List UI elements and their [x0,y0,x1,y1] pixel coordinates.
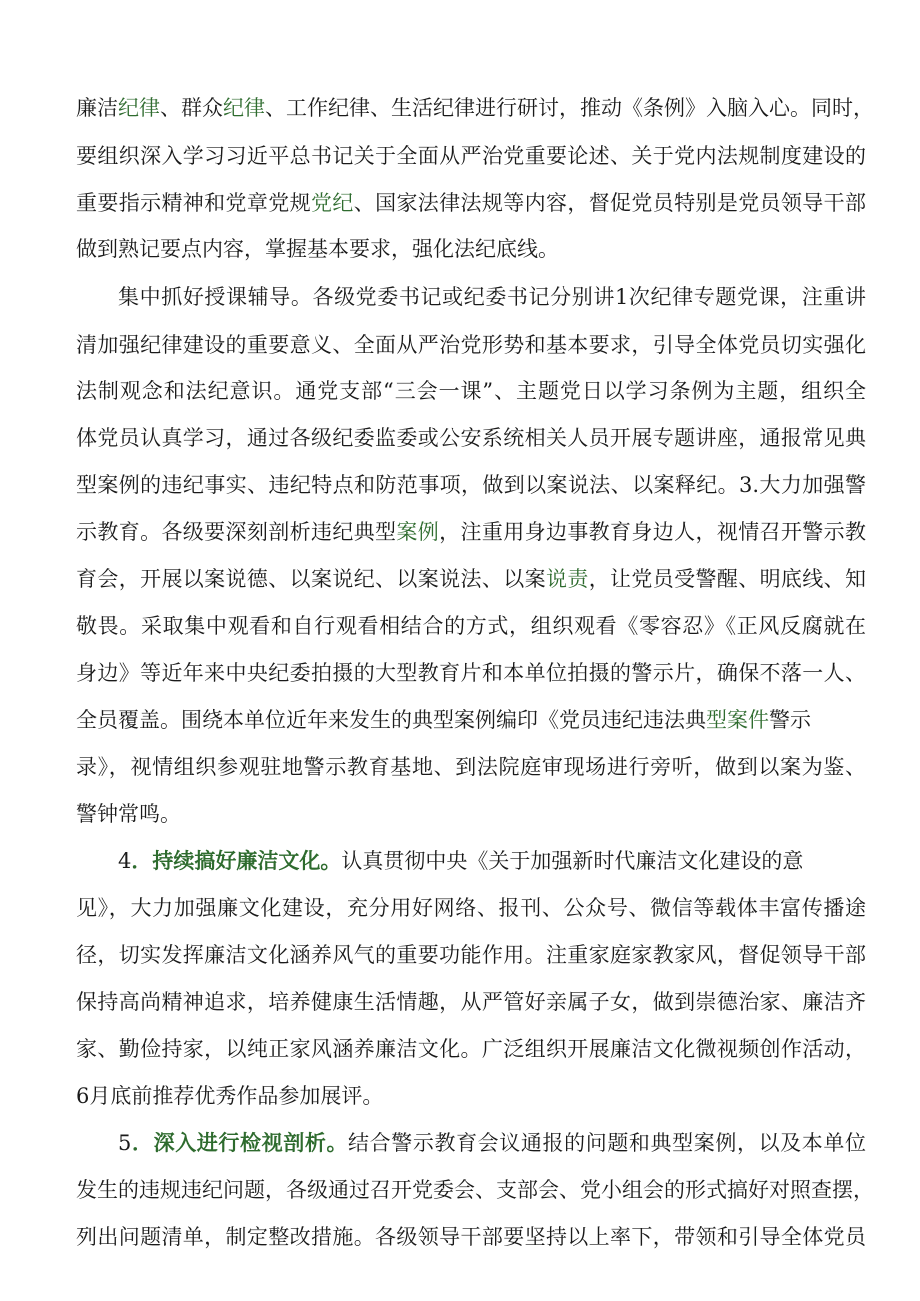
p2-line-5: 型案例的违纪事实、违纪特点和防范事项，做到以案说法、以案释纪。3.大力加强警 [76,473,866,497]
text-run: 廉洁 [76,96,118,120]
highlight-text: 型案件 [706,708,769,732]
p2-line-1: 集中抓好授课辅导。各级党委书记或纪委书记分别讲1次纪律专题党课，注重讲 [118,285,866,309]
text-run: 、群众 [160,96,223,120]
highlight-text: 纪律 [118,96,160,120]
p2-line-9: 身边》等近年来中央纪委拍摄的大型教育片和本单位拍摄的警示片，确保不落一人、 [76,661,866,685]
p3-line-2: 见》，大力加强廉文化建设，充分用好网络、报刊、公众号、微信等载体丰富传播途 [76,896,866,920]
text-run: 示教育。各级要深刻剖析违纪典型 [76,520,397,544]
text-run: 警示 [769,708,811,732]
p3-line-3: 径，切实发挥廉洁文化涵养风气的重要功能作用。注重家庭家教家风，督促领导干部 [76,943,866,967]
highlight-text: 案例 [396,520,440,544]
section-number: 4 [118,849,132,873]
p2-line-4: 体党员认真学习，通过各级纪委监委或公安系统相关人员开展专题讲座，通报常见典 [76,426,866,450]
p3-line-6: 6月底前推荐优秀作品参加展评。 [76,1084,384,1108]
p2-line-11: 录》，视情组织参观驻地警示教育基地、到法院庭审现场进行旁听，做到以案为鉴、 [76,755,866,779]
section-heading: ．持续搞好廉洁文化。 [131,849,342,873]
p1-line-3 [76,188,866,218]
p4-line-1 [118,1128,866,1158]
text-run: 认真贯彻中央《关于加强新时代廉洁文化建设的意 [341,849,804,873]
p2-line-12: 警钟常鸣。 [76,802,181,826]
highlight-text: 党纪 [310,191,354,215]
text-run: 重要指示精神和党章党规 [76,191,311,215]
p3-line-4: 保持高尚精神追求，培养健康生活情趣，从严管好亲属子女，做到崇德治家、廉洁齐 [76,990,866,1014]
p2-line-7 [76,564,866,594]
p1-line-2: 要组织深入学习习近平总书记关于全面从严治党重要论述、关于党内法规制度建设的 [76,144,866,168]
text-run: 、工作纪律、生活纪律进行研讨，推动《条例》入脑入心。同时， [265,96,874,120]
text-run: ，注重用身边事教育身边人，视情召开警示教 [439,520,867,544]
section-number: 5 [118,1131,132,1155]
p2-line-3: 法制观念和法纪意识。通党支部“三会一课”、主题党日以学习条例为主题，组织全 [76,379,866,403]
text-run: 结合警示教育会议通报的问题和典型案例，以及本单位 [348,1131,866,1155]
p2-line-2: 清加强纪律建设的重要意义、全面从严治党形势和基本要求，引导全体党员切实强化 [76,333,866,357]
text-run: ，让党员受警醒、明底线、知 [588,567,867,591]
p2-line-10 [76,705,866,735]
highlight-text: 纪律 [223,96,265,120]
p2-line-6 [76,517,866,547]
p1-line-4: 做到熟记要点内容，掌握基本要求，强化法纪底线。 [76,237,559,261]
p1-line-1 [76,93,874,123]
p2-line-8: 敬畏。采取集中观看和自行观看相结合的方式，组织观看《零容忍》《正风反腐就在 [76,614,866,638]
p3-line-1 [118,846,866,876]
highlight-text: 说责 [545,567,589,591]
text-run: 、国家法律法规等内容，督促党员特别是党员领导干部 [353,191,867,215]
p4-line-2: 发生的违规违纪问题，各级通过召开党委会、支部会、党小组会的形式搞好对照查摆， [76,1178,874,1202]
p3-line-5: 家、勤俭持家，以纯正家风涵养廉洁文化。广泛组织开展廉洁文化微视频创作活动， [76,1037,866,1061]
p4-line-3: 列出问题清单，制定整改措施。各级领导干部要坚持以上率下，带领和引导全体党员 [76,1225,866,1249]
section-heading: ．深入进行检视剖析。 [131,1131,349,1155]
text-run: 全员覆盖。围绕本单位近年来发生的典型案例编印《党员违纪违法典 [76,708,706,732]
text-run: 育会，开展以案说德、以案说纪、以案说法、以案 [76,567,546,591]
